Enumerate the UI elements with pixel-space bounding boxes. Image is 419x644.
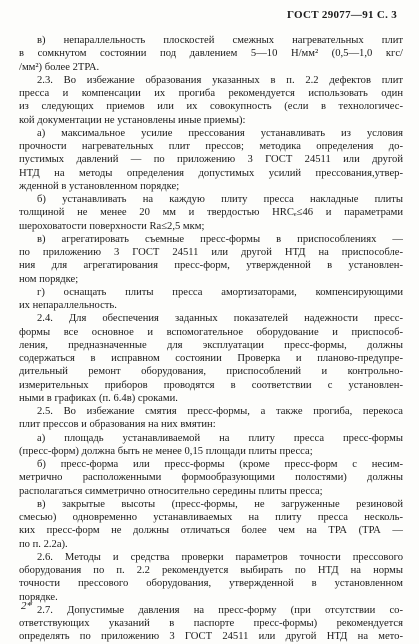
text-line: их непараллельность.: [19, 300, 117, 311]
document-body: [19, 34, 403, 644]
page-header: ГОСТ 29077—91 С. 3: [286, 9, 397, 21]
text-line: пустимых давлений — по приложению 3 ГОСТ 24511 или другой: [19, 154, 403, 166]
text-line: располагаться симметрично относительно середины плиты пресса;: [19, 485, 323, 497]
text-line: 2.5. Во избежание смятия пресс-формы, а также прогиба, перекоса: [37, 406, 403, 417]
text-line: ния для агрегатирования пресс-форм, утвержденной в установлен-: [19, 260, 403, 272]
text-line: в) закрытые высоты (пресс-формы, не загруженные резиновой: [37, 498, 403, 510]
text-line: г) оснащать плиты пресса амортизаторами, компенсирующими: [37, 286, 403, 298]
text-line: ответствующих указаний в паспорте пресс-формы) рекомендуется: [19, 618, 403, 629]
text-line: /мм²) более 2ТРА.: [19, 61, 100, 73]
text-line: ном порядке;: [19, 273, 79, 285]
text-line: а) площадь устанавливаемой на плиту пресса пресс-формы: [37, 432, 403, 444]
text-line: плит прессов и образования на них вмятин:: [19, 419, 216, 431]
text-line: дительный ремонт оборудования, приспособлений и контрольно-: [19, 366, 403, 378]
text-line: в) непараллельность плоскостей смежных нагревательных плит: [37, 35, 403, 46]
text-line: НТД на методы определения допустимых усилий прессования,утвер-: [19, 167, 403, 179]
text-line: 2.6. Методы и средства проверки параметров точности прессового: [37, 551, 403, 563]
text-line: порядке.: [19, 591, 58, 603]
signature-mark: 2*: [21, 600, 32, 612]
text-line: содержаться в исправном состоянии Проверка и планово-предупре-: [19, 353, 403, 364]
text-line: метрично расположенными формообразующими полостями) должны: [19, 472, 403, 484]
text-line: измерительных приборов проводятся в соответствии с установлен-: [19, 379, 403, 391]
text-line: (пресс-форм) должна быть не менее 0,15 площади плиты пресса;: [19, 445, 313, 457]
text-line: ными в графиках (п. 6.4в) сроками.: [19, 392, 178, 404]
text-line: формы все основное и вспомогательное оборудование и приспособ-: [19, 326, 403, 338]
text-line: прочности нагревательных плит прессов; методика определения до-: [19, 141, 403, 152]
text-line: б) пресс-форма или пресс-формы (кроме пресс-форм с несим-: [37, 459, 403, 470]
text-line: определять по приложению 3 ГОСТ 24511 или другой НТД на мето-: [19, 631, 403, 643]
text-line: а) максимальное усилие прессования устанавливать из условия: [37, 127, 403, 139]
text-line: пресса и компенсации их прогиба рекомендуется использовать один: [19, 88, 403, 99]
text-line: из следующих приемов или их совокупность (если в технологичес-: [19, 101, 403, 113]
text-line: б) устанавливать на каждую плиту пресса накладные плиты: [37, 194, 403, 205]
text-line: жденной в установленном порядке;: [19, 180, 180, 192]
text-line: в) агрегатировать съемные пресс-формы в приспособлениях —: [37, 233, 403, 245]
text-line: в сомкнутом состоянии под давлением 5—10 Н/мм² (0,5—1,0 кгс/: [19, 48, 403, 60]
text-line: по приложению 3 ГОСТ 24511 или другой НТД на приспособле-: [19, 247, 403, 258]
text-line: по п. 2.2а).: [19, 538, 68, 550]
text-line: ления, предназначенные для эксплуатации пресс-формы, должны: [19, 339, 403, 351]
text-line: 2.4. Для обеспечения заданных показателей надежности пресс-: [37, 313, 403, 325]
text-line: смесью) одновременно устанавливаемых на плиту пресса несколь-: [19, 512, 403, 523]
text-line: точности прессового оборудования, утвержденной в установленном: [19, 578, 403, 590]
text-line: кой документации не установлены иные приемы):: [19, 114, 246, 126]
text-line: 2.7. Допустимые давления на пресс-форму (при отсутствии со-: [37, 604, 403, 616]
text-line: шероховатости поверхности Ra≤2,5 мкм;: [19, 220, 205, 232]
text-line: ких пресс-форм не должны отличаться более чем на ТРА (ТРА —: [19, 525, 403, 537]
text-line: толщиной не менее 20 мм и твердостью HRCₑ≤46 и параметрами: [19, 207, 403, 219]
text-line: 2.3. Во избежание образования указанных в п. 2.2 дефектов плит: [37, 74, 403, 86]
text-line: оборудования по п. 2.2 рекомендуется выбирать по НТД на нормы: [19, 565, 403, 576]
